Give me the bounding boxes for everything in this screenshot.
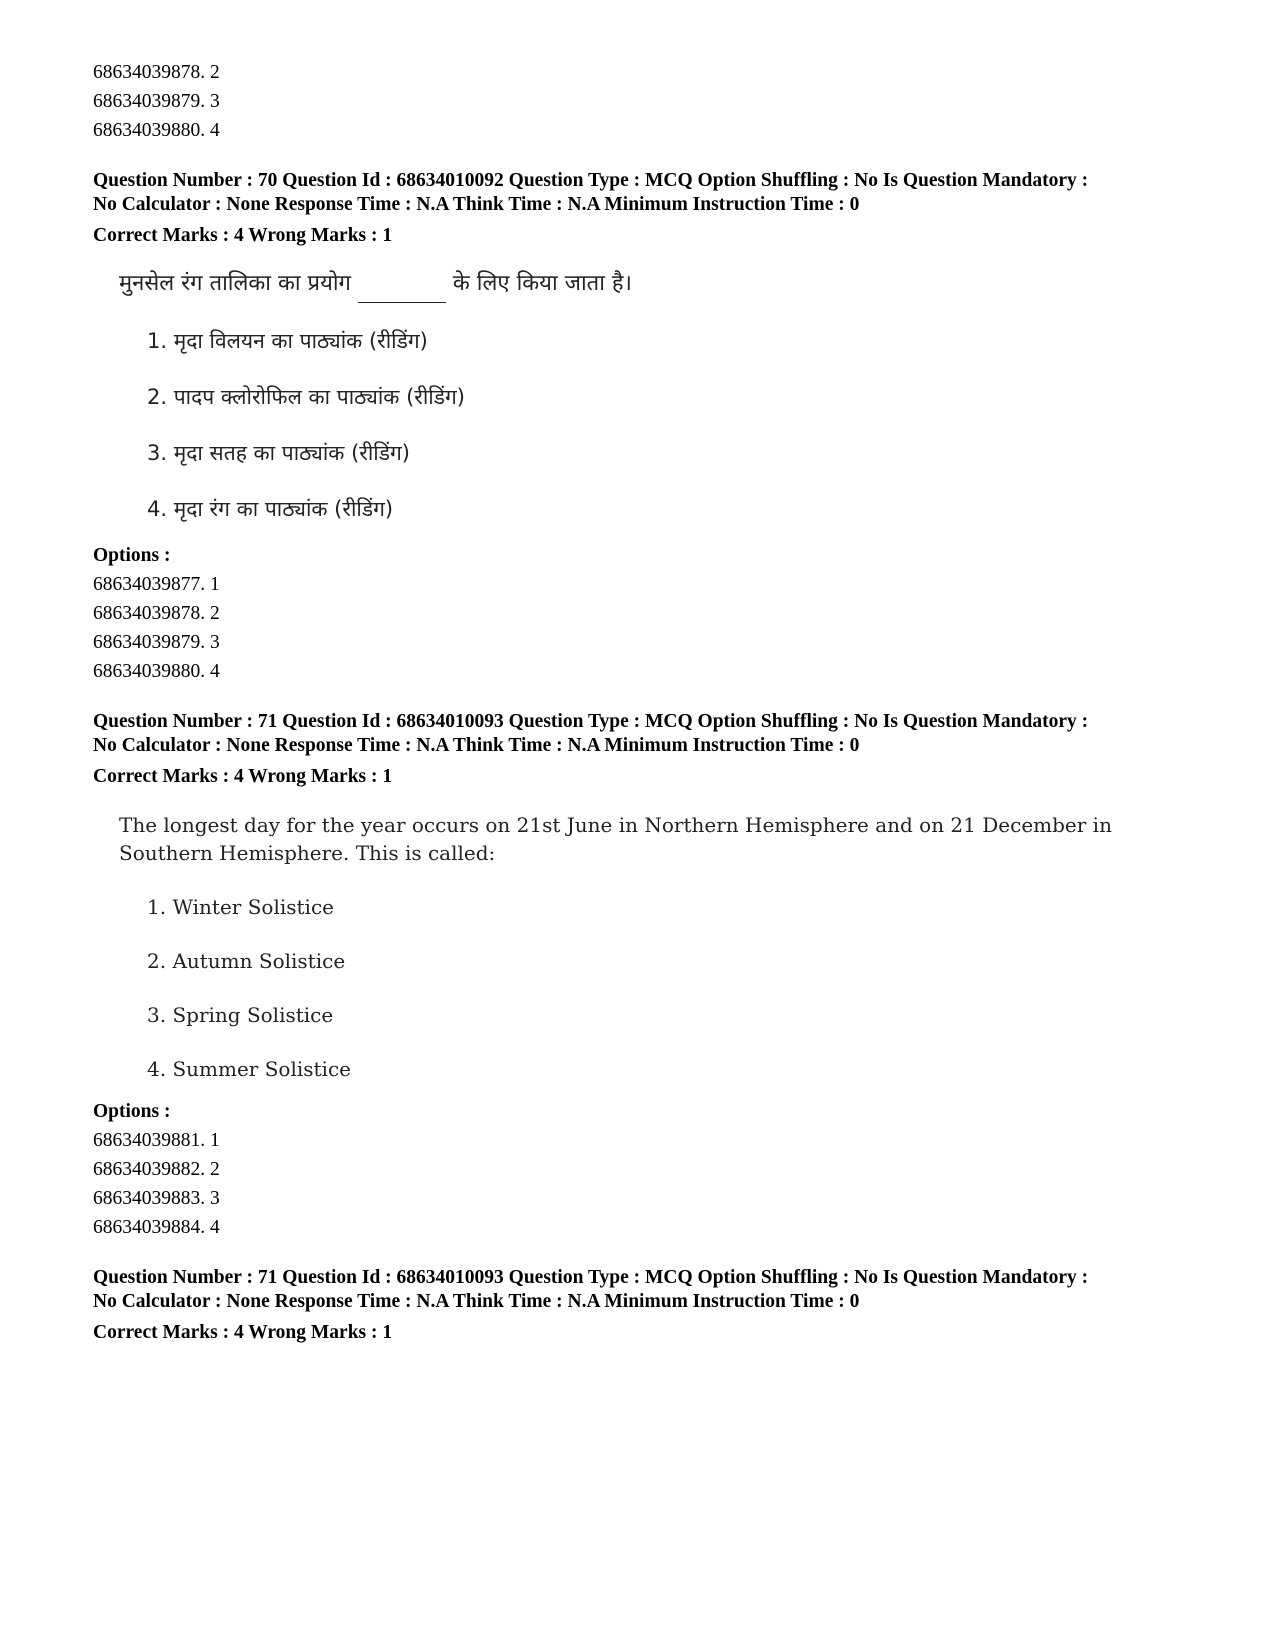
option-id-line: 68634039879. 3 [93, 91, 220, 112]
option-id-line: 68634039880. 4 [93, 120, 220, 141]
question-header [93, 169, 1223, 217]
question-stem-after: के लिए किया जाता है। [452, 271, 632, 296]
answer-choice: 2. पादप क्लोरोफिल का पाठ्यांक (रीडिंग) [147, 385, 465, 409]
question-header [93, 710, 1223, 758]
question-stem: The longest day for the year occurs on 21st June in Northern Hemisphere and on 21 December in Southern Hemisphere. This is called: [119, 813, 1112, 865]
question-marks: Correct Marks : 4 Wrong Marks : 1 [93, 766, 393, 787]
question-header-line-1: Question Number : 70 Question Id : 68634010092 Question Type : MCQ Option Shuffling : No Is Question Mandatory : [93, 170, 1089, 191]
option-id-line: 68634039882. 2 [93, 1159, 220, 1180]
document-page [93, 58, 1223, 1347]
option-id-line: 68634039878. 2 [93, 62, 220, 83]
question-blank [358, 266, 446, 303]
question-content [119, 811, 1223, 1083]
option-id-line: 68634039878. 2 [93, 603, 220, 624]
question-stem [119, 266, 1223, 303]
question-stem-before: मुनसेल रंग तालिका का प्रयोग [119, 271, 351, 296]
option-id-line: 68634039881. 1 [93, 1130, 220, 1151]
question-content [119, 266, 1223, 527]
question-70-block [93, 169, 1223, 686]
option-id-line: 68634039879. 3 [93, 632, 220, 653]
option-id-line: 68634039884. 4 [93, 1217, 220, 1238]
answer-choice: 2. Autumn Solistice [147, 949, 346, 973]
answer-choice: 1. Winter Solistice [147, 895, 334, 919]
options-label: Options : [93, 1101, 171, 1122]
question-header-line-2: No Calculator : None Response Time : N.A Think Time : N.A Minimum Instruction Time : 0 [93, 735, 860, 756]
options-list [93, 1126, 1223, 1242]
question-header-line-1: Question Number : 71 Question Id : 68634010093 Question Type : MCQ Option Shuffling : No Is Question Mandatory : [93, 1267, 1089, 1288]
question-marks: Correct Marks : 4 Wrong Marks : 1 [93, 1322, 393, 1343]
question-header-line-1: Question Number : 71 Question Id : 68634010093 Question Type : MCQ Option Shuffling : No Is Question Mandatory : [93, 711, 1089, 732]
answer-choice: 1. मृदा विलयन का पाठ्यांक (रीडिंग) [147, 329, 428, 353]
question-71-repeat-block [93, 1266, 1223, 1347]
previous-options-list [93, 58, 1223, 145]
question-71-block [93, 710, 1223, 1242]
question-marks: Correct Marks : 4 Wrong Marks : 1 [93, 225, 393, 246]
options-label: Options : [93, 545, 171, 566]
answer-choice: 4. मृदा रंग का पाठ्यांक (रीडिंग) [147, 497, 394, 521]
answer-choice: 4. Summer Solistice [147, 1057, 351, 1081]
answer-choice: 3. मृदा सतह का पाठ्यांक (रीडिंग) [147, 441, 410, 465]
answer-choice: 3. Spring Solistice [147, 1003, 334, 1027]
question-header [93, 1266, 1223, 1314]
option-id-line: 68634039883. 3 [93, 1188, 220, 1209]
options-list [93, 570, 1223, 686]
option-id-line: 68634039880. 4 [93, 661, 220, 682]
question-header-line-2: No Calculator : None Response Time : N.A Think Time : N.A Minimum Instruction Time : 0 [93, 194, 860, 215]
question-header-line-2: No Calculator : None Response Time : N.A Think Time : N.A Minimum Instruction Time : 0 [93, 1291, 860, 1312]
option-id-line: 68634039877. 1 [93, 574, 220, 595]
